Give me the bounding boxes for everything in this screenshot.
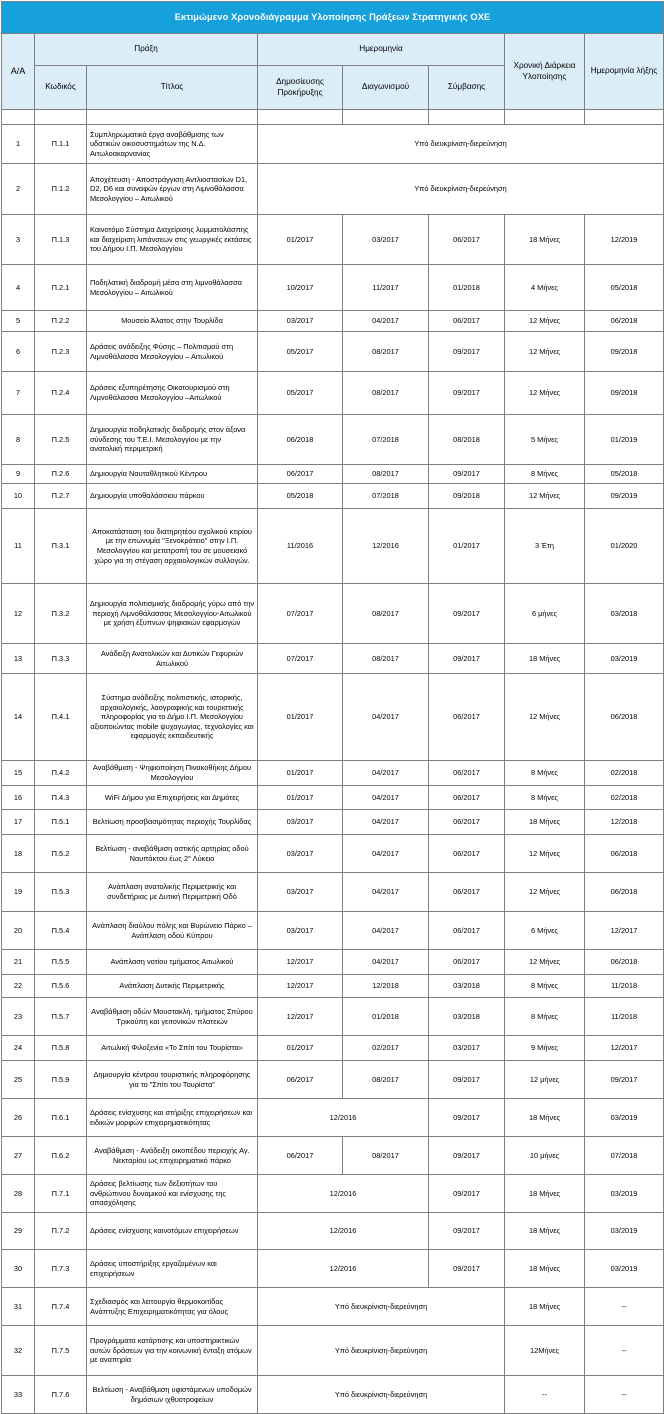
header-praxi: Πράξη [35,34,258,66]
row-duration: 18 Μήνες [505,1099,585,1137]
row-end-date: -- [585,1326,664,1376]
row-contract-date: 06/2017 [429,873,505,912]
row-title: Αιτωλική Φιλοξενία «Το Σπίτι του Τουρίστα» [87,1036,258,1061]
row-end-date: 12/2019 [585,215,664,265]
row-title: Δημιουργία ποδηλατικής διαδρομής στον άξονα σύνδεσης του Τ.Ε.Ι. Μεσολογγίου με την ανατολική περιμετρική [87,415,258,465]
row-end-date: 06/2018 [585,950,664,975]
table-row [2,1326,664,1376]
row-duration: 12 Μήνες [505,873,585,912]
row-title: Μουσείο Άλατος στην Τουρλίδα [87,311,258,332]
row-number: 1 [2,125,35,164]
row-number: 22 [2,975,35,998]
row-publication-date: 03/2017 [258,873,343,912]
row-contract-date: 01/2017 [429,509,505,584]
row-code: Π.7.3 [35,1250,87,1288]
row-code: Π.3.2 [35,584,87,644]
row-code: Π.1.2 [35,164,87,215]
table-row [2,1250,664,1288]
row-contract-date: 06/2017 [429,786,505,810]
row-number: 29 [2,1213,35,1250]
row-contract-date: 09/2017 [429,1175,505,1213]
row-contract-date: 06/2017 [429,215,505,265]
table-row [2,975,664,998]
row-contract-date: 09/2017 [429,1250,505,1288]
row-code: Π.7.5 [35,1326,87,1376]
row-code: Π.5.9 [35,1061,87,1099]
header-lixi: Ημερομηνία λήξης [585,34,664,110]
row-tender-date: 01/2018 [343,998,429,1036]
row-end-date: -- [585,1288,664,1326]
row-publication-date: 11/2016 [258,509,343,584]
row-code: Π.7.6 [35,1376,87,1414]
row-duration: 12 Μήνες [505,311,585,332]
row-publication-date: 05/2017 [258,372,343,415]
row-publication-tender-date: 12/2016 [258,1213,429,1250]
row-status-note: Υπό διευκρίνιση-διερεύνηση [258,125,664,164]
row-end-date: 06/2018 [585,835,664,873]
row-title: Δράσεις εξυπηρέτησης Οικοτουρισμού στη Λιμνοθάλασσα Μεσολογγίου –Αιτωλικού [87,372,258,415]
row-code: Π.4.2 [35,761,87,786]
row-title: WiFi Δήμου για Επιχειρήσεις και Δημότες [87,786,258,810]
row-number: 30 [2,1250,35,1288]
row-duration: 3 Έτη [505,509,585,584]
row-duration: 9 Μήνες [505,1036,585,1061]
header-symvasis: Σύμβασης [429,66,505,110]
row-tender-date: 12/2016 [343,509,429,584]
row-code: Π.5.4 [35,912,87,950]
row-title: Αναβάθμιση - Ψηφιοποίηση Πινακοθήκης Δήμου Μεσολογγίου [87,761,258,786]
table-row [2,265,664,311]
row-publication-tender-date: 12/2016 [258,1099,429,1137]
row-status-note: Υπό διευκρίνιση-διερεύνηση [258,1326,505,1376]
row-number: 24 [2,1036,35,1061]
schedule-table [1,1,664,1414]
row-code: Π.2.2 [35,311,87,332]
row-title: Βελτίωση προσβασιμότητας περιοχής Τουρλίδας [87,810,258,835]
row-duration: 8 Μήνες [505,761,585,786]
table-row [2,1061,664,1099]
row-title: Δημιουργία Ναυταθλητικού Κέντρου [87,465,258,484]
row-end-date: 03/2018 [585,584,664,644]
row-publication-date: 07/2017 [258,584,343,644]
row-title: Ανάπλαση ανατολικής Περιμετρικής και συνδετήριας με Δυτική Περιμετρική Οδό [87,873,258,912]
row-code: Π.2.3 [35,332,87,372]
row-code: Π.7.2 [35,1213,87,1250]
row-end-date: 12/2017 [585,1036,664,1061]
row-title: Ανάδειξη Ανατολικών και Δυτικών Γεφυριών Αιτωλικού [87,644,258,674]
row-tender-date: 08/2017 [343,372,429,415]
header-dimosieusis: Δημοσίευσης Προκήρυξης [258,66,343,110]
row-end-date: 03/2019 [585,1099,664,1137]
row-tender-date: 04/2017 [343,912,429,950]
row-code: Π.5.5 [35,950,87,975]
table-row [2,509,664,584]
row-number: 10 [2,484,35,509]
row-code: Π.7.4 [35,1288,87,1326]
row-code: Π.5.7 [35,998,87,1036]
row-number: 32 [2,1326,35,1376]
row-number: 11 [2,509,35,584]
table-row [2,1099,664,1137]
row-tender-date: 08/2017 [343,644,429,674]
row-publication-tender-date: 12/2016 [258,1175,429,1213]
row-code: Π.2.1 [35,265,87,311]
row-tender-date: 04/2017 [343,873,429,912]
row-tender-date: 07/2018 [343,415,429,465]
row-duration: 18 Μήνες [505,1250,585,1288]
row-contract-date: 06/2017 [429,912,505,950]
row-title: Σχεδιασμός και λειτουργία θερμοκοιτίδας Ανάπτυξης Επιχειρηματικότητας για όλους [87,1288,258,1326]
row-duration: 12Μήνες [505,1326,585,1376]
table-row [2,1376,664,1414]
row-status-note: Υπό διευκρίνιση-διερεύνηση [258,1288,505,1326]
row-title: Δράσεις ανάδειξης Φύσης – Πολιτισμού στη Λιμνοθάλασσα Μεσολογγίου – Αιτωλικού [87,332,258,372]
table-row [2,644,664,674]
row-tender-date: 04/2017 [343,786,429,810]
row-code: Π.2.4 [35,372,87,415]
row-tender-date: 12/2018 [343,975,429,998]
row-title: Αποχέτευση - Αποστράγγιση Αντλιοστασίων D1, D2, D6 και συναφών έργων στη Λιμνοθάλασσα Μεσολογγίου – Αιτωλικού [87,164,258,215]
row-end-date: 06/2018 [585,873,664,912]
table-row [2,584,664,644]
row-publication-date: 10/2017 [258,265,343,311]
row-publication-date: 01/2017 [258,674,343,761]
row-contract-date: 09/2017 [429,332,505,372]
table-row [2,873,664,912]
row-publication-date: 06/2017 [258,1061,343,1099]
row-code: Π.5.6 [35,975,87,998]
row-duration: 18 Μήνες [505,644,585,674]
header-imerominia: Ημερομηνία [258,34,505,66]
table-row [2,1213,664,1250]
row-publication-date: 06/2017 [258,465,343,484]
schedule-document [1,1,663,1414]
row-duration: 18 Μήνες [505,1213,585,1250]
row-code: Π.5.2 [35,835,87,873]
header-diarkeia: Χρονική Διάρκεια Υλοποίησης [505,34,585,110]
row-publication-date: 01/2017 [258,1036,343,1061]
table-row [2,810,664,835]
table-row [2,372,664,415]
row-code: Π.3.1 [35,509,87,584]
row-number: 31 [2,1288,35,1326]
row-title: Βελτίωση - αναβάθμιση αστικής αρτηρίας οδού Ναυπάκτου έως 2° Λύκειο [87,835,258,873]
table-row [2,674,664,761]
row-end-date: 09/2017 [585,1061,664,1099]
row-duration: 12 Μήνες [505,835,585,873]
row-code: Π.1.1 [35,125,87,164]
table-row [2,332,664,372]
row-number: 2 [2,164,35,215]
row-contract-date: 06/2017 [429,311,505,332]
row-duration: 12 Μήνες [505,484,585,509]
row-number: 6 [2,332,35,372]
row-number: 3 [2,215,35,265]
row-number: 5 [2,311,35,332]
row-end-date: 07/2018 [585,1137,664,1175]
table-row [2,998,664,1036]
row-status-note: Υπό διευκρίνιση-διερεύνηση [258,1376,505,1414]
row-end-date: 03/2019 [585,1213,664,1250]
row-number: 21 [2,950,35,975]
row-title: Συμπληρωματικά έργα αναβάθμισης των υδατικών οικοσυστημάτων της Ν.Δ. Αιτωλοακαρνανίας [87,125,258,164]
table-row [2,484,664,509]
row-number: 19 [2,873,35,912]
row-number: 16 [2,786,35,810]
row-end-date: 11/2018 [585,998,664,1036]
row-title: Καινοτόμο Σύστημα Διαχείρισης λυμματολάσπης και διαχείριση λιπάνσεων στις γεωργικές εκτάσεις του Δήμου Ι.Π. Μεσολογγίου [87,215,258,265]
row-number: 4 [2,265,35,311]
row-tender-date: 11/2017 [343,265,429,311]
row-end-date: 02/2018 [585,786,664,810]
row-contract-date: 09/2017 [429,465,505,484]
row-title: Ποδηλατική διαδρομή μέσα στη λιμνοθάλασσα Μεσολογγίου – Αιτωλικού [87,265,258,311]
table-row [2,835,664,873]
row-publication-date: 07/2017 [258,644,343,674]
row-title: Δράσεις υποστήριξης εργαζομένων και επιχειρήσεων [87,1250,258,1288]
row-tender-date: 03/2017 [343,215,429,265]
row-contract-date: 06/2017 [429,761,505,786]
row-contract-date: 06/2017 [429,674,505,761]
row-end-date: 02/2018 [585,761,664,786]
row-code: Π.4.3 [35,786,87,810]
row-end-date: 09/2018 [585,372,664,415]
row-end-date: 03/2019 [585,644,664,674]
row-contract-date: 09/2017 [429,1213,505,1250]
row-code: Π.1.3 [35,215,87,265]
row-tender-date: 08/2017 [343,1061,429,1099]
table-row [2,311,664,332]
row-duration: 4 Μήνες [505,265,585,311]
row-contract-date: 08/2018 [429,415,505,465]
row-contract-date: 09/2017 [429,372,505,415]
row-end-date: -- [585,1376,664,1414]
row-duration: 18 Μήνες [505,810,585,835]
row-title: Αναβάθμιση - Ανάδειξη οικοπέδου περιοχής Αγ. Νεκταρίου ως επιχειρηματικό πάρκο [87,1137,258,1175]
row-code: Π.2.5 [35,415,87,465]
row-end-date: 05/2018 [585,465,664,484]
table-row [2,1175,664,1213]
row-number: 7 [2,372,35,415]
row-end-date: 09/2019 [585,484,664,509]
row-tender-date: 08/2017 [343,332,429,372]
row-end-date: 01/2019 [585,415,664,465]
row-title: Σύστημα ανάδειξης πολιτιστικής, ιστορικής, αρχαιολογικής, λαογραφικής και τουριστικής πληροφορίας για το Δήμο Ι.Π. Μεσολογγίου αξιοποιώντας mobile ψυχαγωγίας, τεχνολογίες και εφαρμογές εκπαιδευτικής [87,674,258,761]
row-contract-date: 09/2017 [429,1061,505,1099]
row-number: 13 [2,644,35,674]
row-tender-date: 08/2017 [343,1137,429,1175]
header-diagonismou: Διαγωνισμού [343,66,429,110]
row-number: 33 [2,1376,35,1414]
table-row [2,1036,664,1061]
row-contract-date: 03/2017 [429,1036,505,1061]
row-contract-date: 03/2018 [429,998,505,1036]
row-number: 18 [2,835,35,873]
row-duration: 12 μήνες [505,1061,585,1099]
row-publication-tender-date: 12/2016 [258,1250,429,1288]
row-code: Π.6.2 [35,1137,87,1175]
row-publication-date: 03/2017 [258,835,343,873]
row-duration: 18 Μήνες [505,1288,585,1326]
row-publication-date: 12/2017 [258,975,343,998]
row-publication-date: 03/2017 [258,311,343,332]
row-duration: 8 Μήνες [505,465,585,484]
row-tender-date: 07/2018 [343,484,429,509]
row-tender-date: 04/2017 [343,950,429,975]
row-number: 14 [2,674,35,761]
row-number: 8 [2,415,35,465]
row-end-date: 03/2019 [585,1250,664,1288]
row-publication-date: 01/2017 [258,215,343,265]
row-title: Ανάπλαση Δυτικής Περιμετρικής [87,975,258,998]
row-contract-date: 09/2017 [429,1099,505,1137]
row-contract-date: 06/2017 [429,950,505,975]
row-tender-date: 04/2017 [343,810,429,835]
row-contract-date: 09/2017 [429,644,505,674]
row-number: 28 [2,1175,35,1213]
row-title: Ανάπλαση νοτίου τμήματος Αιτωλικού [87,950,258,975]
row-number: 17 [2,810,35,835]
row-number: 20 [2,912,35,950]
header-kodikos: Κωδικός [35,66,87,110]
row-code: Π.5.3 [35,873,87,912]
row-code: Π.2.7 [35,484,87,509]
row-publication-date: 05/2017 [258,332,343,372]
table-row [2,215,664,265]
row-number: 27 [2,1137,35,1175]
row-code: Π.7.1 [35,1175,87,1213]
row-title: Ανάπλαση διαύλου πόλης και Βυρώνειο Πάρκο – Ανάπλαση οδού Κύπρου [87,912,258,950]
row-tender-date: 04/2017 [343,674,429,761]
row-status-note: Υπό διευκρίνιση-διερεύνηση [258,164,664,215]
header-aa: Α/Α [2,34,35,110]
header-titlos: Τίτλος [87,66,258,110]
row-publication-date: 12/2017 [258,998,343,1036]
row-number: 25 [2,1061,35,1099]
row-duration: 18 Μήνες [505,215,585,265]
row-title: Δημιουργία κέντρου τουριστικής πληροφόρησης για το "Σπίτι του Τουρίστα" [87,1061,258,1099]
table-row [2,1288,664,1326]
table-title: Εκτιμώμενο Χρονοδιάγραμμα Υλοποίησης Πράξεων Στρατηγικής ΟΧΕ [2,2,664,34]
schedule-body [2,125,664,1414]
table-row [2,415,664,465]
row-title: Βελτίωση - Αναβάθμιση υφιστάμενων υποδομών δημόσιων ιχθυοτροφείων [87,1376,258,1414]
row-contract-date: 06/2017 [429,835,505,873]
row-number: 12 [2,584,35,644]
row-contract-date: 09/2017 [429,584,505,644]
row-number: 26 [2,1099,35,1137]
table-row [2,761,664,786]
row-code: Π.6.1 [35,1099,87,1137]
row-end-date: 06/2018 [585,674,664,761]
row-tender-date: 04/2017 [343,311,429,332]
row-title: Αναβάθμιση οδών Μουστακλή, τμήματος Σπύρου Τρικούπη και γειτονικών πλατειών [87,998,258,1036]
row-duration: 6 Μήνες [505,912,585,950]
row-contract-date: 01/2018 [429,265,505,311]
row-duration: 12 Μήνες [505,950,585,975]
row-number: 23 [2,998,35,1036]
row-title: Αποκατάσταση του διατηρητέου σχολικού κτιρίου με την επωνυμία "Ξενοκράτειο" στην Ι.Π. Μεσολογγίου και μετατροπή του σε μουσειακό χώρο για τη στέγαση αρχαιολογικών συλλογών. [87,509,258,584]
row-duration: 8 Μήνες [505,998,585,1036]
row-code: Π.5.8 [35,1036,87,1061]
row-duration: 12 Μήνες [505,674,585,761]
row-publication-date: 03/2017 [258,912,343,950]
row-contract-date: 06/2017 [429,810,505,835]
row-duration: 8 Μήνες [505,786,585,810]
row-publication-date: 01/2017 [258,786,343,810]
row-title: Προγράμματα κατάρτισης και υποστηρικτικών αυτών δράσεων για την κοινωνική ένταξη ατόμων με αναπηρία [87,1326,258,1376]
row-tender-date: 08/2017 [343,584,429,644]
row-title: Δράσεις βελτίωσης των δεξιοτήτων του ανθρώπινου δυναμικού και ενίσχυσης της απασχόλησης [87,1175,258,1213]
row-end-date: 06/2018 [585,311,664,332]
row-tender-date: 04/2017 [343,761,429,786]
row-code: Π.2.6 [35,465,87,484]
row-duration: 18 Μήνες [505,1175,585,1213]
table-row [2,465,664,484]
row-contract-date: 09/2018 [429,484,505,509]
row-publication-date: 06/2018 [258,415,343,465]
row-code: Π.5.1 [35,810,87,835]
row-title: Δημιουργία υποθαλάσσιου πάρκου [87,484,258,509]
row-title: Δράσεις ενίσχυσης και στήριξης επιχειρήσεων και ειδικών μορφών επιχειρηματικότητας [87,1099,258,1137]
row-duration: 6 μήνες [505,584,585,644]
row-contract-date: 03/2018 [429,975,505,998]
row-tender-date: 04/2017 [343,835,429,873]
row-code: Π.3.3 [35,644,87,674]
table-row [2,912,664,950]
row-tender-date: 02/2017 [343,1036,429,1061]
row-end-date: 09/2018 [585,332,664,372]
row-publication-date: 06/2017 [258,1137,343,1175]
row-duration: 12 Μήνες [505,332,585,372]
table-row [2,950,664,975]
row-number: 9 [2,465,35,484]
row-title: Δράσεις ενίσχυσης καινοτόμων επιχειρήσεων [87,1213,258,1250]
row-end-date: 11/2018 [585,975,664,998]
row-end-date: 12/2017 [585,912,664,950]
row-publication-date: 03/2017 [258,810,343,835]
row-duration: -- [505,1376,585,1414]
row-end-date: 01/2020 [585,509,664,584]
row-publication-date: 12/2017 [258,950,343,975]
row-code: Π.4.1 [35,674,87,761]
row-publication-date: 05/2018 [258,484,343,509]
row-title: Δημιουργία πολιτισμικής διαδρομής γύρω από την περιοχή Λιμνοθάλασσας Μεσολογγίου-Αιτωλικού με χρήση έξυπνων ψηφιακών εφαρμογών [87,584,258,644]
row-end-date: 12/2018 [585,810,664,835]
row-number: 15 [2,761,35,786]
table-row [2,1137,664,1175]
row-duration: 10 μήνες [505,1137,585,1175]
row-tender-date: 08/2017 [343,465,429,484]
table-row [2,786,664,810]
row-publication-date: 01/2017 [258,761,343,786]
header-spacer-row [2,110,664,125]
row-end-date: 05/2018 [585,265,664,311]
row-duration: 8 Μήνες [505,975,585,998]
row-contract-date: 09/2017 [429,1137,505,1175]
table-row [2,125,664,164]
table-row [2,164,664,215]
row-end-date: 03/2019 [585,1175,664,1213]
row-duration: 5 Μήνες [505,415,585,465]
row-duration: 12 Μήνες [505,372,585,415]
